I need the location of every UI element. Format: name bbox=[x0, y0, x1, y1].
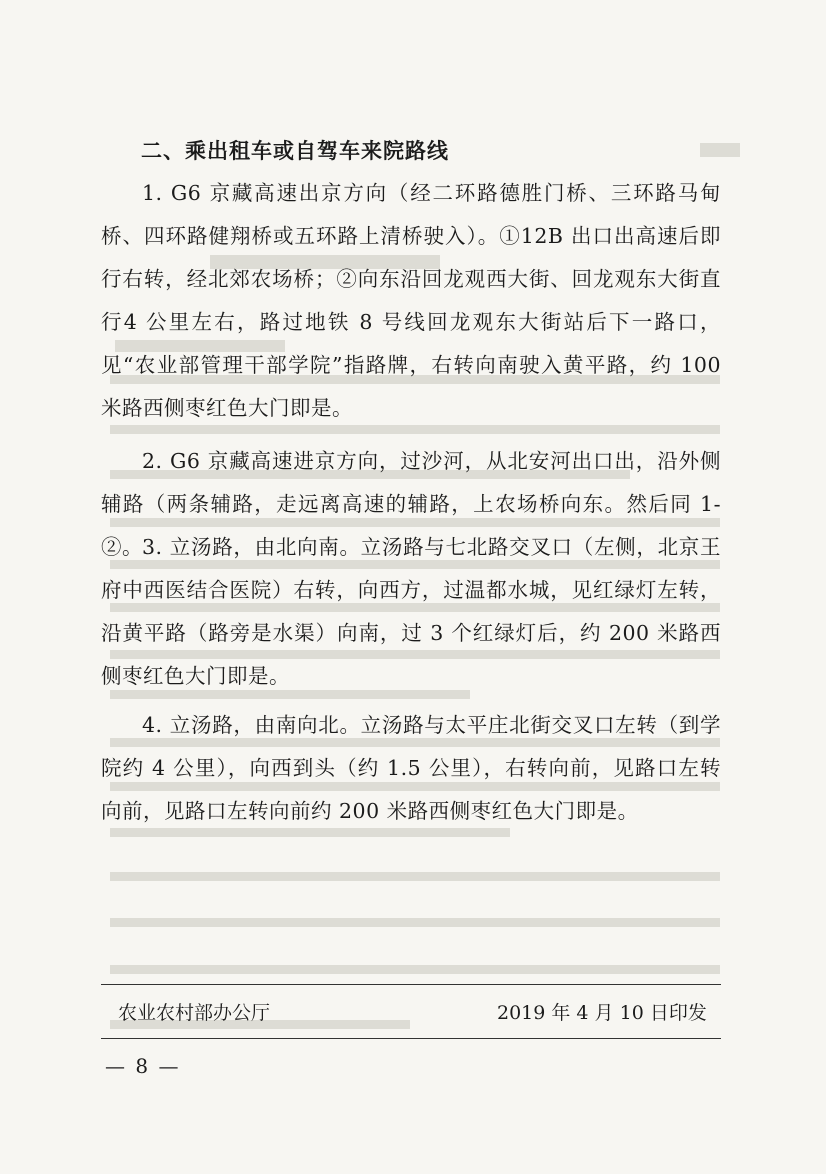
footer-top-rule bbox=[101, 984, 721, 985]
route-paragraph-1: 1. G6 京藏高速出京方向（经二环路德胜门桥、三环路马甸桥、四环路健翔桥或五环路上清桥驶入）。①12B 出口出高速后即行右转，经北郊农场桥；②向东沿回龙观西大街、回龙观东大街直行4 公里左右，路过地铁 8 号线回龙观东大街站后下一路口，见“农业部管理干部学院”指路牌，右转向南驶入黄平路，约 100 米路西侧枣红色大门即是。 bbox=[101, 181, 721, 420]
footer-bottom-rule bbox=[101, 1038, 721, 1039]
issue-date: 2019 年 4 月 10 日印发 bbox=[497, 1002, 707, 1024]
page-number: — 8 — bbox=[105, 1054, 181, 1078]
route-paragraph-4: 4. 立汤路，由南向北。立汤路与太平庄北街交叉口左转（到学院约 4 公里），向西到头（约 1.5 公里），右转向前，见路口左转向前，见路口左转向前约 200 米路西侧枣红色大门即是。 bbox=[101, 713, 721, 823]
issuer-name: 农业农村部办公厅 bbox=[118, 1002, 271, 1024]
section-heading: 二、乘出租车或自驾车来院路线 bbox=[141, 139, 449, 163]
route-paragraph-2: 2. G6 京藏高速进京方向，过沙河，从北安河出口出，沿外侧辅路（两条辅路，走远离高速的辅路，上农场桥向东。然后同 1-②。 bbox=[101, 449, 721, 559]
route-paragraph-3: 3. 立汤路，由北向南。立汤路与七北路交叉口（左侧，北京王府中西医结合医院）右转，向西方，过温都水城，见红绿灯左转，沿黄平路（路旁是水渠）向南，过 3 个红绿灯后，约 200 米路西侧枣红色大门即是。 bbox=[101, 535, 721, 688]
